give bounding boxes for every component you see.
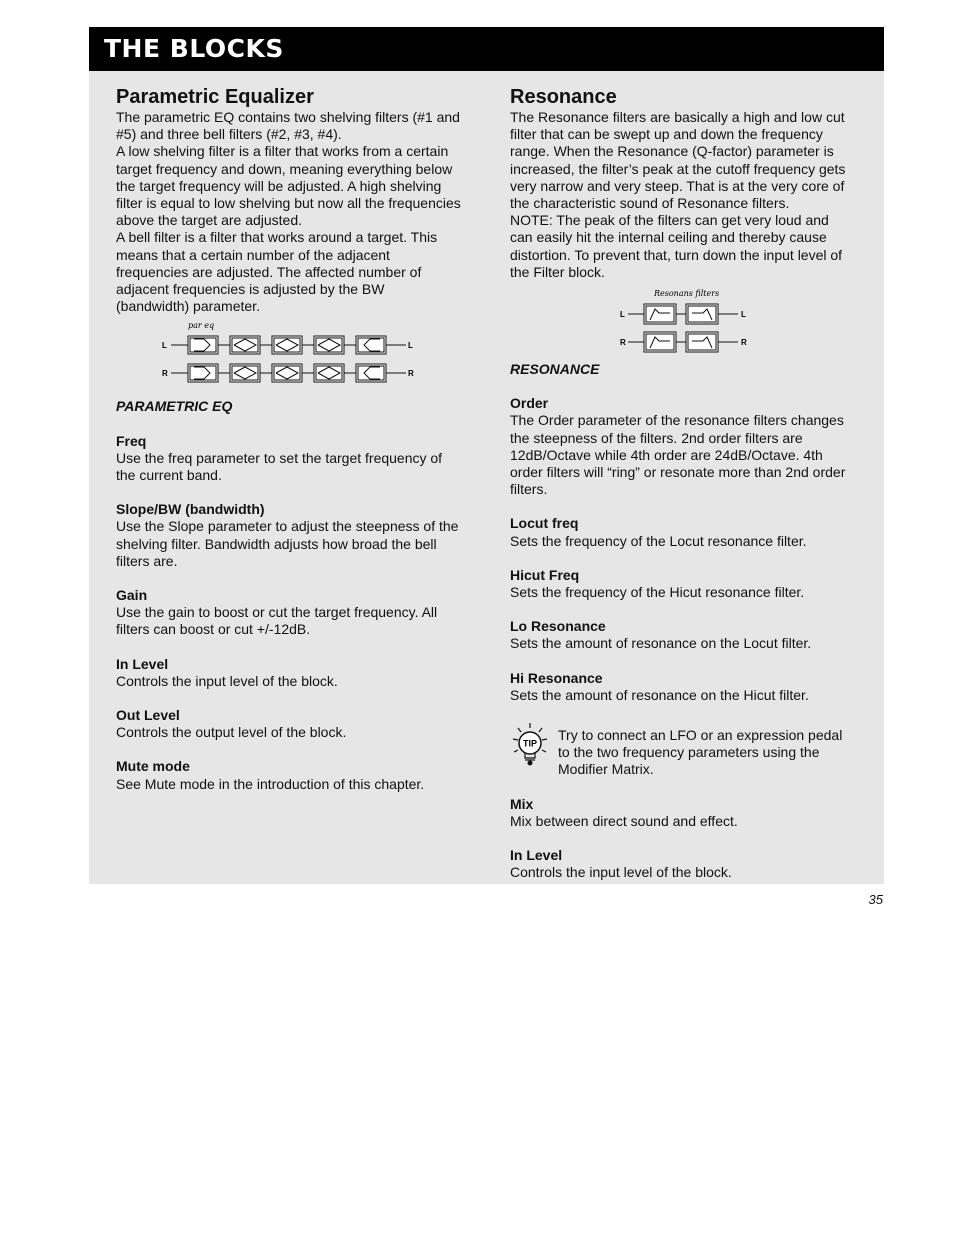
page-number: 35 — [868, 892, 883, 907]
section-heading: Parametric Equalizer — [116, 86, 314, 108]
channel-label-right: R — [162, 369, 168, 379]
param-text: Use the freq parameter to set the target frequency of the current band. — [116, 449, 443, 484]
param-label: Out Level — [116, 707, 180, 724]
param-text: See Mute mode in the introduction of this chapter. — [116, 775, 425, 792]
param-label: Locut freq — [510, 515, 579, 532]
param-text: Controls the input level of the block. — [510, 864, 732, 881]
lightbulb-tip-icon — [510, 721, 550, 767]
channel-label-right-out: R — [408, 369, 414, 379]
param-label: Lo Resonance — [510, 618, 606, 635]
param-label: Mix — [510, 795, 534, 812]
channel-label-right-out: R — [741, 338, 747, 348]
param-text: Sets the frequency of the Locut resonance filter. — [510, 532, 807, 549]
param-text: Sets the frequency of the Hicut resonance filter. — [510, 584, 805, 601]
resonance-chain-bottom — [628, 332, 738, 352]
figure-caption: PARAMETRIC EQ — [116, 398, 233, 415]
paragraph: The Resonance filters are basically a high and low cut filter that can be swept up and down the frequency range. When the Resonance (Q-factor) parameter is increased, the filter’s peak at the cutoff frequency gets very narrow and very steep. That is at the very core of the characteristic sound of Resonance filters. — [510, 109, 846, 212]
paragraph: A low shelving filter is a filter that works from a certain target frequency and down, meaning everything below the target frequency will be adjusted. A high shelving filter is equal to low shelving but now all the frequencies above the target are adjusted. — [116, 143, 461, 229]
diagram-title: Resonans filters — [654, 289, 720, 299]
section-heading: Resonance — [510, 86, 617, 108]
param-label: In Level — [510, 847, 563, 864]
resonance-section — [510, 85, 855, 882]
diagram-title: par eq — [188, 321, 215, 331]
channel-label-right: R — [620, 338, 626, 348]
param-label: Slope/BW (bandwidth) — [116, 501, 265, 518]
tip-icon-label: TIP — [522, 738, 538, 749]
param-label: Hi Resonance — [510, 669, 603, 686]
tip-text: Try to connect an LFO or an expression pedal to the two frequency parameters using the Modifier Matrix. — [558, 727, 843, 778]
param-text: Controls the input level of the block. — [116, 672, 338, 689]
tip-box — [510, 721, 855, 779]
channel-label-left: L — [162, 341, 167, 351]
param-text: Sets the amount of resonance on the Hicut filter. — [510, 686, 809, 703]
paragraph: NOTE: The peak of the filters can get very loud and can easily hit the internal ceiling and thereby cause distortion. To prevent that, turn down the input level of the Filter block. — [510, 212, 843, 280]
paragraph: A bell filter is a filter that works around a target. This means that a certain number of the adjacent frequencies are adjusted. The affected number of adjacent frequencies is adjusted by the BW (bandwidth) parameter. — [116, 229, 438, 315]
channel-label-left: L — [620, 310, 625, 320]
param-label: In Level — [116, 655, 169, 672]
channel-label-left-out: L — [408, 341, 413, 351]
param-text: Controls the output level of the block. — [116, 724, 347, 741]
parametric-eq-diagram — [116, 315, 461, 383]
resonance-diagram — [510, 281, 855, 353]
figure-caption: RESONANCE — [510, 361, 600, 378]
param-label: Freq — [116, 432, 147, 449]
param-text: Use the Slope parameter to adjust the steepness of the shelving filter. Bandwidth adjusts how broad the bell filters are. — [116, 518, 459, 569]
paragraph: The parametric EQ contains two shelving filters (#1 and #5) and three bell filters (#2, #3, #4). — [116, 109, 460, 143]
eq-chain-top — [171, 336, 406, 354]
eq-chain-bottom — [171, 364, 406, 382]
resonance-chain-top — [628, 304, 738, 324]
parametric-eq-section — [116, 85, 461, 793]
param-text: The Order parameter of the resonance filters changes the steepness of the filters. 2nd order filters are 12dB/Octave while 4th order are 24dB/Octave. 4th order filters will “ring” or resonate more than 2nd order filters. — [510, 412, 846, 498]
param-label: Hicut Freq — [510, 566, 580, 583]
param-label: Order — [510, 395, 549, 412]
param-label: Gain — [116, 587, 148, 604]
param-text: Mix between direct sound and effect. — [510, 812, 738, 829]
param-text: Sets the amount of resonance on the Locut filter. — [510, 635, 812, 652]
channel-label-left-out: L — [741, 310, 746, 320]
param-text: Use the gain to boost or cut the target frequency. All filters can boost or cut +/-12dB. — [116, 604, 438, 638]
page-title: THE BLOCKS — [104, 34, 284, 63]
page-header — [89, 27, 884, 71]
param-label: Mute mode — [116, 758, 190, 775]
